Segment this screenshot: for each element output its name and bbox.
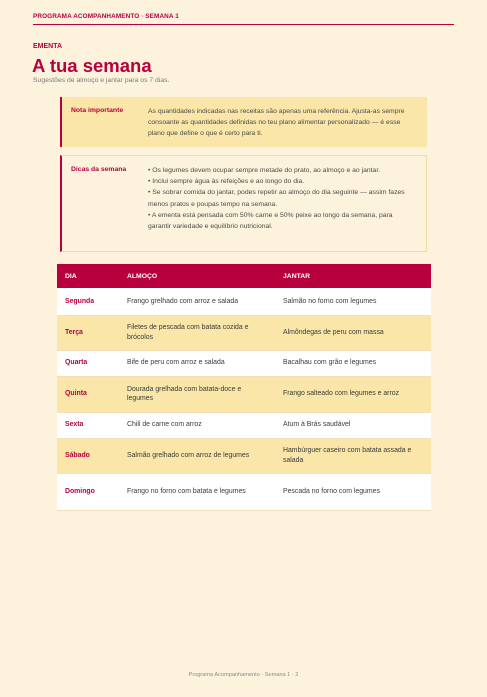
table-header-row	[57, 264, 431, 288]
table-row	[57, 438, 431, 473]
header-title: PROGRAMA ACOMPANHAMENTO · SEMANA 1	[33, 13, 179, 20]
dinner-cell: Frango salteado com legumes e arroz	[275, 376, 431, 412]
page-title: A tua semana	[32, 55, 152, 76]
table-row	[57, 350, 431, 376]
important-note-box	[60, 97, 427, 147]
note-label: Nota importante	[71, 107, 124, 114]
weekly-menu-table	[57, 264, 431, 511]
table-row	[57, 412, 431, 438]
lunch-cell: Salmão grelhado com arroz de legumes	[119, 438, 275, 473]
day-cell: Quinta	[57, 376, 119, 412]
table-row	[57, 376, 431, 412]
tips-list	[148, 156, 426, 251]
page-header	[33, 11, 454, 25]
dinner-cell: Bacalhau com grão e legumes	[275, 350, 431, 376]
lunch-cell: Bife de peru com arroz e salada	[119, 350, 275, 376]
lunch-cell: Frango grelhado com arroz e salada	[119, 288, 275, 315]
dinner-cell: Salmão no forno com legumes	[275, 288, 431, 315]
weekly-tips-box	[60, 155, 427, 252]
lunch-cell: Dourada grelhada com batata-doce e legumes	[119, 376, 275, 412]
dinner-cell: Pescada no forno com legumes	[275, 473, 431, 510]
lunch-cell: Filetes de pescada com batata cozida e brócolos	[119, 315, 275, 350]
lunch-cell: Frango no forno com batata e legumes	[119, 473, 275, 510]
column-header-lunch: ALMOÇO	[119, 264, 275, 288]
day-cell: Sexta	[57, 412, 119, 438]
note-text: As quantidades indicadas nas receitas são apenas uma referência. Ajusta-as sempre consoante as quantidades definidas no teu plano alimentar personalizado — é esse plano que define o que é certo para ti.	[148, 108, 405, 138]
day-cell: Segunda	[57, 288, 119, 315]
table-row	[57, 315, 431, 350]
day-cell: Domingo	[57, 473, 119, 510]
day-cell: Terça	[57, 315, 119, 350]
section-tag: EMENTA	[33, 43, 63, 50]
dinner-cell: Almôndegas de peru com massa	[275, 315, 431, 350]
tip-item: • Os legumes devem ocupar sempre metade do prato, ao almoço e ao jantar.	[148, 167, 381, 174]
table-row	[57, 288, 431, 315]
table-row	[57, 473, 431, 510]
tips-label: Dicas da semana	[71, 166, 127, 173]
dinner-cell: Hambúrguer caseiro com batata assada e salada	[275, 438, 431, 473]
page-subtitle: Sugestões de almoço e jantar para os 7 dias.	[33, 77, 170, 84]
tip-item: • Se sobrar comida do jantar, podes repetir ao almoço do dia seguinte — assim fazes menos pratos e poupas tempo na semana.	[148, 189, 405, 208]
column-header-dinner: JANTAR	[275, 264, 431, 288]
page-footer: Programa Acompanhamento · Semana 1 · 2	[188, 672, 299, 678]
day-cell: Quarta	[57, 350, 119, 376]
day-cell: Sábado	[57, 438, 119, 473]
dinner-cell: Atum à Brás saudável	[275, 412, 431, 438]
tip-item: • A ementa está pensada com 50% carne e 50% peixe ao longo da semana, para garantir variedade e equilíbrio nutricional.	[148, 211, 393, 231]
lunch-cell: Chili de carne com arroz	[119, 412, 275, 438]
column-header-day: DIA	[57, 264, 119, 288]
tip-item: • Inclui sempre água às refeições e ao longo do dia.	[148, 178, 305, 186]
